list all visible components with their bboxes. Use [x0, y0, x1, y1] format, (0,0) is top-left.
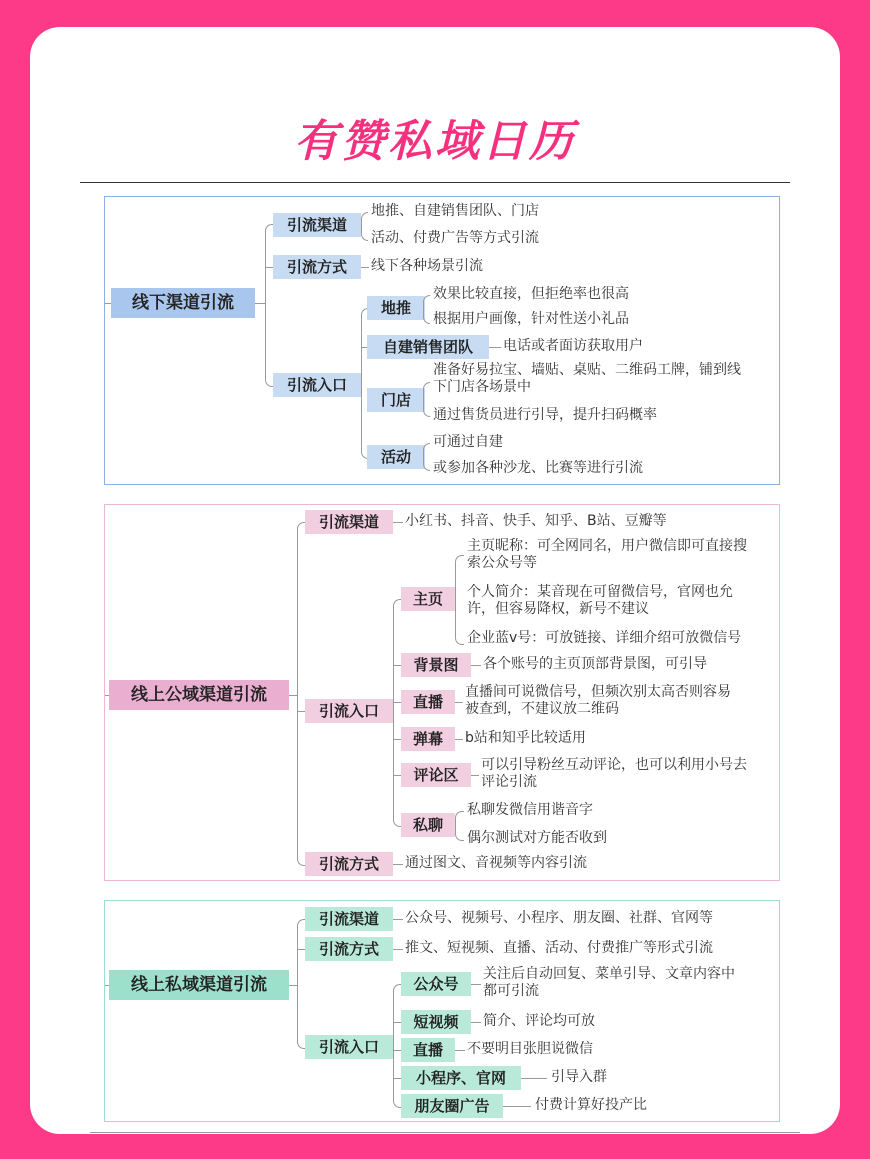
- private-method-node: 引流方式: [305, 937, 393, 961]
- mini-program-text: 引导入群: [551, 1069, 607, 1085]
- official-account-text-line: 关注后自动回复、菜单引导、文章内容中: [483, 966, 735, 982]
- public-channel-node: 引流渠道: [305, 510, 393, 534]
- connector: [455, 702, 463, 703]
- offline-method-text: 线下各种场景引流: [371, 258, 483, 274]
- connector: [393, 919, 403, 920]
- connector: [393, 665, 401, 666]
- connector-bracket: [361, 212, 368, 241]
- moments-ads-text: 付费计算好投产比: [535, 1097, 647, 1113]
- moments-ads-node: 朋友圈广告: [401, 1094, 503, 1118]
- private-chat-item: 私聊发微信用谐音字: [467, 802, 593, 818]
- homepage-item-line: 索公众号等: [467, 555, 537, 571]
- connector: [471, 775, 479, 776]
- danmu-node: 弹幕: [401, 727, 455, 751]
- offline-channel-node: 引流渠道: [273, 213, 361, 237]
- connector-bracket: [265, 224, 274, 387]
- connector: [489, 347, 501, 348]
- offline-channel-item: 活动、付费广告等方式引流: [371, 230, 539, 246]
- live-text-line: 直播间可说微信号，但频次别太高否则容易: [465, 684, 731, 700]
- connector: [265, 267, 273, 268]
- offline-channel-item: 地推、自建销售团队、门店: [371, 203, 539, 219]
- public-entry-node: 引流入口: [305, 699, 393, 723]
- event-node: 活动: [367, 445, 425, 469]
- offline-entry-node: 引流入口: [273, 373, 361, 397]
- store-node: 门店: [367, 388, 425, 412]
- private-method-text: 推文、短视频、直播、活动、付费推广等形式引流: [405, 940, 713, 956]
- page-title: 有赞私域日历: [294, 116, 576, 167]
- public-root-node: 线上公域渠道引流: [109, 680, 289, 710]
- private-section: [104, 900, 780, 1122]
- public-channel-text: 小红书、抖音、快手、知乎、B站、豆瓣等: [405, 513, 667, 529]
- private-channel-node: 引流渠道: [305, 907, 393, 931]
- homepage-item-line: 主页昵称：可全网同名，用户微信即可直接搜: [467, 538, 747, 554]
- sales-team-text: 电话或者面访获取用户: [503, 338, 643, 354]
- store-item-line: 下门店各场景中: [433, 379, 531, 395]
- connector: [471, 1022, 481, 1023]
- private-root-node: 线上私域渠道引流: [109, 970, 289, 1000]
- event-item: 可通过自建: [433, 434, 503, 450]
- ground-promo-item: 根据用户画像，针对性送小礼品: [433, 311, 629, 327]
- store-item: 通过售货员进行引导，提升扫码概率: [433, 407, 657, 423]
- connector: [455, 1050, 465, 1051]
- short-video-node: 短视频: [401, 1010, 471, 1034]
- offline-section: [104, 196, 780, 485]
- offline-method-node: 引流方式: [273, 255, 361, 279]
- mini-program-node: 小程序、官网: [401, 1066, 521, 1090]
- live-node: 直播: [401, 690, 455, 714]
- private-chat-item: 偶尔测试对方能否收到: [467, 830, 607, 846]
- short-video-text: 简介、评论均可放: [483, 1013, 595, 1029]
- connector-bracket: [297, 522, 306, 866]
- homepage-item-line: 个人简介：某音现在可留微信号，官网也允: [467, 584, 733, 600]
- connector-bracket: [455, 555, 464, 645]
- connector-bracket: [361, 308, 368, 459]
- connector: [393, 1078, 401, 1079]
- connector: [289, 985, 297, 986]
- event-item: 或参加各种沙龙、比赛等进行引流: [433, 460, 643, 476]
- connector-bracket: [423, 382, 430, 417]
- connector: [393, 775, 401, 776]
- connector-bracket: [423, 443, 430, 471]
- connector: [521, 1078, 547, 1079]
- comment-node: 评论区: [401, 763, 471, 787]
- private-chat-node: 私聊: [401, 813, 455, 837]
- danmu-text: b站和知乎比较适用: [465, 730, 586, 746]
- bottom-divider: [90, 1132, 800, 1133]
- connector: [255, 303, 265, 304]
- connector-bracket: [423, 295, 430, 324]
- sales-team-node: 自建销售团队: [367, 335, 489, 359]
- connector: [455, 739, 463, 740]
- private-live-text: 不要明目张胆说微信: [467, 1041, 593, 1057]
- public-method-text: 通过图文、音视频等内容引流: [405, 855, 587, 871]
- poster-card: [30, 27, 840, 1134]
- offline-root-node: 线下渠道引流: [111, 288, 255, 318]
- ground-promo-node: 地推: [367, 296, 425, 320]
- live-text-line: 被查到，不建议放二维码: [465, 701, 619, 717]
- connector: [297, 949, 305, 950]
- homepage-item-line: 许，但容易降权，新号不建议: [467, 601, 649, 617]
- store-item-line: 准备好易拉宝、墙贴、桌贴、二维码工牌，铺到线: [433, 362, 741, 378]
- connector: [393, 702, 401, 703]
- public-method-node: 引流方式: [305, 852, 393, 876]
- connector: [393, 1050, 401, 1051]
- comment-text-line: 评论引流: [481, 774, 537, 790]
- connector: [393, 522, 403, 523]
- private-entry-node: 引流入口: [305, 1035, 393, 1059]
- official-account-text-line: 都可引流: [483, 983, 539, 999]
- connector: [289, 695, 297, 696]
- private-live-node: 直播: [401, 1038, 455, 1062]
- ground-promo-item: 效果比较直接，但拒绝率也很高: [433, 286, 629, 302]
- connector: [393, 864, 403, 865]
- comment-text-line: 可以引导粉丝互动评论，也可以利用小号去: [481, 757, 747, 773]
- connector: [471, 665, 481, 666]
- connector-bracket: [455, 811, 464, 841]
- connector: [393, 739, 401, 740]
- connector: [471, 984, 481, 985]
- homepage-item: 企业蓝v号：可放链接、详细介绍可放微信号: [467, 630, 742, 646]
- public-section: [104, 504, 780, 881]
- background-image-text: 各个账号的主页顶部背景图，可引导: [483, 656, 707, 672]
- title-divider: [80, 182, 790, 183]
- background-image-node: 背景图: [401, 653, 471, 677]
- official-account-node: 公众号: [401, 972, 471, 996]
- connector: [361, 267, 369, 268]
- connector: [297, 711, 305, 712]
- connector: [503, 1106, 531, 1107]
- homepage-node: 主页: [401, 587, 455, 611]
- private-channel-text: 公众号、视频号、小程序、朋友圈、社群、官网等: [405, 910, 713, 926]
- connector: [393, 1022, 401, 1023]
- connector: [393, 949, 403, 950]
